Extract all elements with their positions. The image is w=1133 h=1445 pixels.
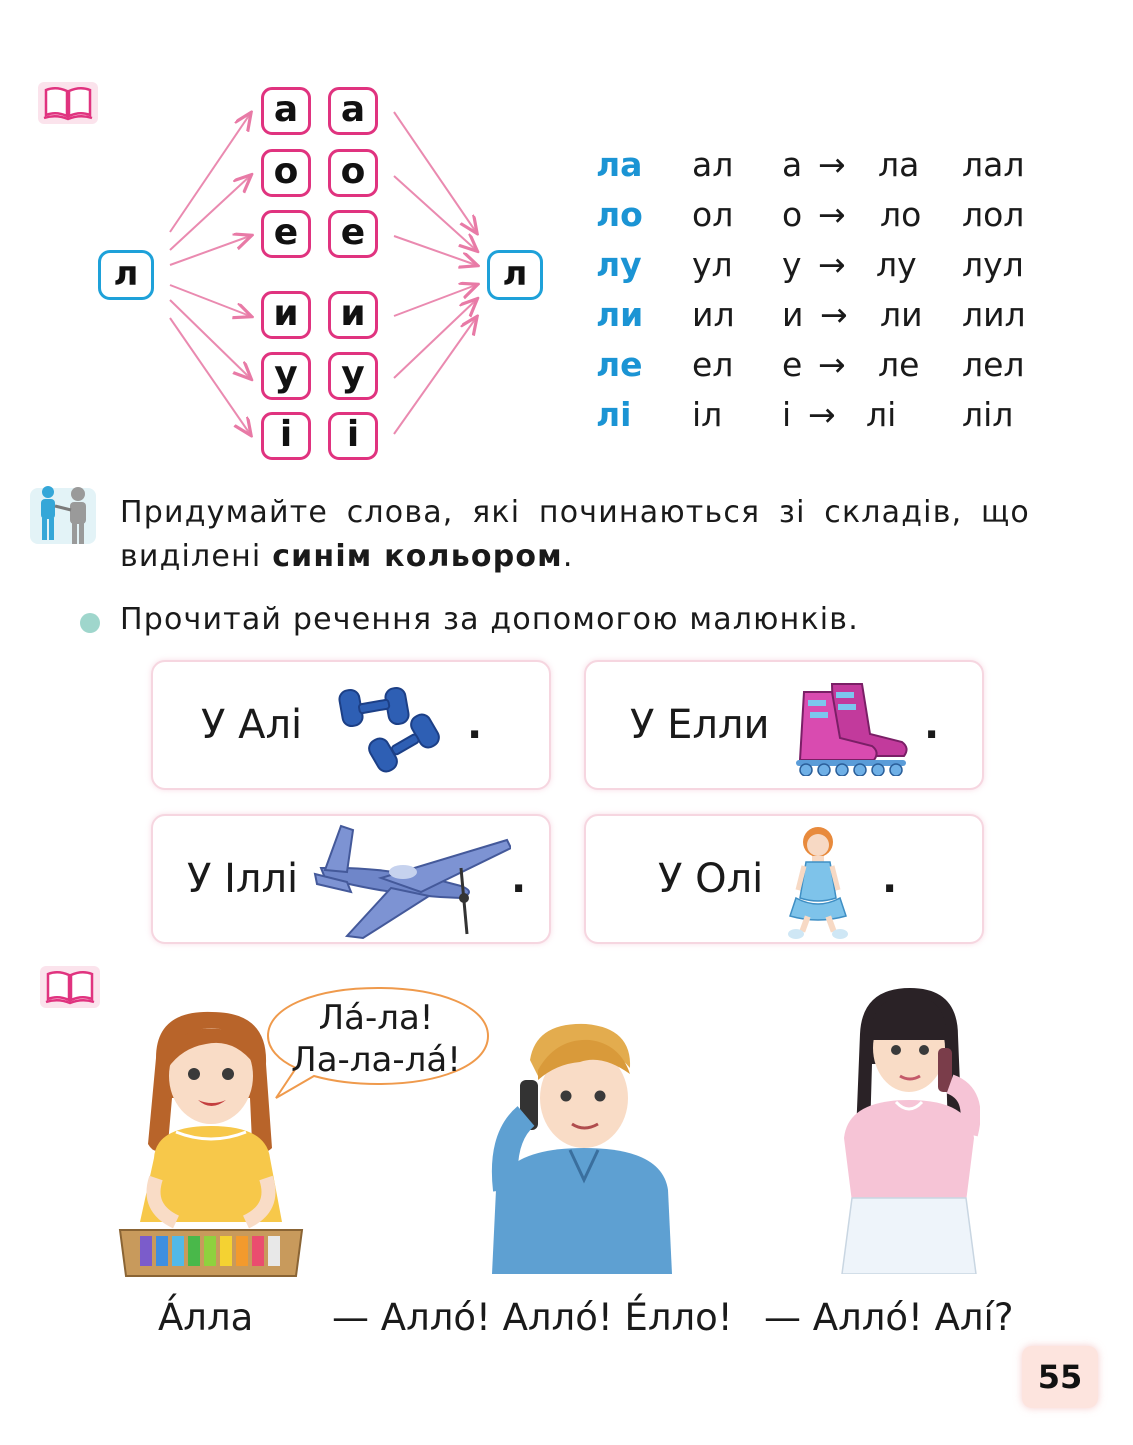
open-syllable: лі bbox=[596, 395, 632, 434]
arrow: → bbox=[818, 345, 846, 384]
vowel-box-i-left: і bbox=[261, 412, 311, 460]
result-syllable: лі bbox=[866, 395, 897, 434]
syllable-row bbox=[596, 190, 1036, 240]
word: лол bbox=[962, 195, 1025, 234]
vowel-box-e-left: е bbox=[261, 210, 311, 258]
result-syllable: лу bbox=[876, 245, 917, 284]
dumbbells-icon bbox=[335, 682, 455, 782]
boy-phone-illustration bbox=[486, 1020, 676, 1278]
word: ліл bbox=[962, 395, 1014, 434]
closed-syllable: іл bbox=[692, 395, 723, 434]
closed-syllable: ал bbox=[692, 145, 734, 184]
parent-child-icon bbox=[30, 480, 98, 552]
word: лил bbox=[962, 295, 1026, 334]
result-syllable: ле bbox=[878, 345, 920, 384]
vowel: у bbox=[782, 245, 802, 284]
vowel: а bbox=[782, 145, 803, 184]
vowel: о bbox=[782, 195, 803, 234]
vowel-box-y-right: и bbox=[328, 291, 378, 339]
girl-xylophone-illustration bbox=[116, 1008, 306, 1284]
syllable-row bbox=[596, 140, 1036, 190]
open-syllable: ли bbox=[596, 295, 644, 334]
closed-syllable: ол bbox=[692, 195, 734, 234]
phrase-boy: — Алло́! Алло́! Е́лло! bbox=[332, 1296, 733, 1339]
result-syllable: ло bbox=[880, 195, 922, 234]
card-period: . bbox=[467, 702, 483, 748]
page-number: 55 bbox=[1037, 1358, 1083, 1396]
word: лул bbox=[962, 245, 1024, 284]
open-syllable: ле bbox=[596, 345, 643, 384]
card-period: . bbox=[924, 702, 940, 748]
word: лел bbox=[962, 345, 1025, 384]
phrase-girl: — Алло́! Алі́? bbox=[764, 1296, 1014, 1339]
bubble-line1: Ла́-ла! bbox=[318, 998, 434, 1038]
closed-syllable: ил bbox=[692, 295, 735, 334]
vowel-box-u-left: у bbox=[261, 352, 311, 400]
roller-skates-icon bbox=[774, 676, 914, 780]
book-icon bbox=[38, 962, 102, 1012]
doll-icon bbox=[782, 820, 854, 946]
arrow: → bbox=[820, 295, 848, 334]
sentence-card-ella bbox=[584, 660, 984, 790]
closed-syllable: ел bbox=[692, 345, 734, 384]
vowel: і bbox=[782, 395, 792, 434]
vowel-box-o-left: о bbox=[261, 149, 311, 197]
syllable-row bbox=[596, 390, 1036, 440]
arrow: → bbox=[818, 145, 846, 184]
vowel: и bbox=[782, 295, 804, 334]
task1-bold-text: синім кольором bbox=[272, 539, 563, 574]
girl-phone-illustration bbox=[838, 984, 980, 1278]
open-syllable: лу bbox=[596, 245, 642, 284]
result-syllable: ли bbox=[880, 295, 923, 334]
vowel-box-o-right: о bbox=[328, 149, 378, 197]
arrow: → bbox=[808, 395, 836, 434]
card-text: У Олі bbox=[658, 856, 764, 902]
vowel-box-e-right: е bbox=[328, 210, 378, 258]
vowel-box-a-left: а bbox=[261, 87, 311, 135]
sentence-card-illia bbox=[151, 814, 551, 944]
arrow: → bbox=[818, 195, 846, 234]
open-syllable: ло bbox=[596, 195, 643, 234]
task1-line2 bbox=[120, 539, 574, 574]
card-text: У Елли bbox=[630, 702, 770, 748]
page-number-badge bbox=[1022, 1346, 1098, 1408]
task1-line2-prefix: виділені bbox=[120, 539, 273, 574]
vowel: е bbox=[782, 345, 803, 384]
card-text: У Алі bbox=[201, 702, 303, 748]
airplane-icon bbox=[311, 822, 511, 944]
bullet-dot bbox=[80, 613, 100, 633]
word: лал bbox=[962, 145, 1025, 184]
result-syllable: ла bbox=[878, 145, 920, 184]
bubble-line2: Ла-ла-ла́! bbox=[291, 1040, 461, 1080]
card-text: У Іллі bbox=[187, 856, 299, 902]
syllable-row bbox=[596, 290, 1036, 340]
sentence-card-ali bbox=[151, 660, 551, 790]
card-period: . bbox=[882, 856, 898, 902]
open-syllable: ла bbox=[596, 145, 643, 184]
vowel-box-y-left: и bbox=[261, 291, 311, 339]
task1-line1: Придумайте слова, які починаються зі складів, що bbox=[120, 495, 1030, 530]
right-letter-l: л bbox=[487, 250, 543, 300]
vowel-box-a-right: а bbox=[328, 87, 378, 135]
arrow: → bbox=[818, 245, 846, 284]
sentence-card-olia bbox=[584, 814, 984, 944]
vowel-box-i-right: і bbox=[328, 412, 378, 460]
syllable-row bbox=[596, 340, 1036, 390]
task1-line2-suffix: . bbox=[562, 539, 574, 574]
vowel-box-u-right: у bbox=[328, 352, 378, 400]
name-alla: А́лла bbox=[158, 1296, 254, 1339]
closed-syllable: ул bbox=[692, 245, 733, 284]
syllable-table bbox=[596, 140, 1036, 440]
left-letter-l: л bbox=[98, 250, 154, 300]
card-period: . bbox=[511, 856, 527, 902]
task2-text: Прочитай речення за допомогою малюнків. bbox=[120, 602, 859, 637]
syllable-row bbox=[596, 240, 1036, 290]
